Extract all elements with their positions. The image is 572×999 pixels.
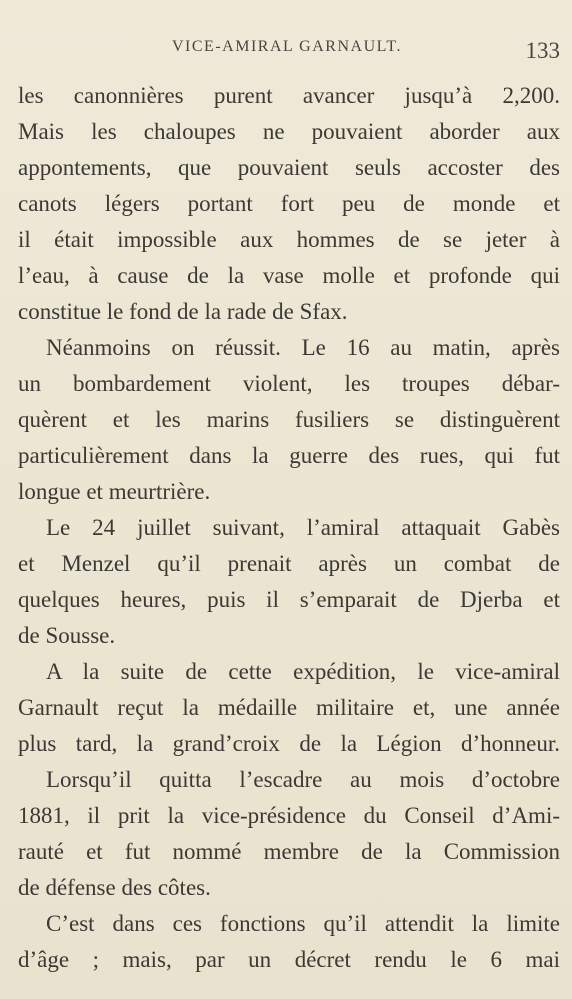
text-line: Lorsqu’il quitta l’escadre au mois d’octobre (46, 767, 560, 792)
text-line: de Sousse. (18, 623, 116, 648)
text-line: il était impossible aux hommes de se jeter à (18, 227, 560, 252)
text-line: Le 24 juillet suivant, l’amiral attaquait Gabès (46, 515, 560, 540)
text-line: plus tard, la grand’croix de la Légion d’honneur. (18, 731, 560, 756)
text-line: quelques heures, puis il s’emparait de Djerba et (18, 587, 560, 612)
page-number: 133 (525, 38, 560, 63)
text-line: un bombardement violent, les troupes débar- (18, 371, 560, 396)
text-line: 1881, il prit la vice-présidence du Conseil d’Ami- (18, 803, 560, 828)
text-line: appontements, que pouvaient seuls accoster des (18, 155, 560, 180)
text-line: de défense des côtes. (18, 875, 211, 900)
text-line: canots légers portant fort peu de monde et (18, 191, 560, 216)
text-line: particulièrement dans la guerre des rues, qui fut (18, 443, 560, 468)
text-line: les canonnières purent avancer jusqu’à 2,200. (18, 83, 560, 108)
text-line: quèrent et les marins fusiliers se distinguèrent (18, 407, 560, 432)
running-title: VICE-AMIRAL GARNAULT. (172, 38, 403, 55)
text-line: Garnault reçut la médaille militaire et, une année (18, 695, 560, 720)
text-line: Néanmoins on réussit. Le 16 au matin, après (46, 335, 560, 360)
text-line: l’eau, à cause de la vase molle et profonde qui (18, 263, 560, 288)
text-line: Mais les chaloupes ne pouvaient aborder aux (18, 119, 560, 144)
text-line: longue et meurtrière. (18, 479, 211, 504)
body-text (18, 78, 560, 978)
text-line: rauté et fut nommé membre de la Commission (18, 839, 560, 864)
text-line: et Menzel qu’il prenait après un combat de (18, 551, 560, 576)
text-line: constitue le fond de la rade de Sfax. (18, 299, 348, 324)
text-line: A la suite de cette expédition, le vice-amiral (46, 659, 560, 684)
text-line: C’est dans ces fonctions qu’il attendit la limite (46, 911, 560, 936)
text-line: d’âge ; mais, par un décret rendu le 6 mai (18, 947, 560, 972)
